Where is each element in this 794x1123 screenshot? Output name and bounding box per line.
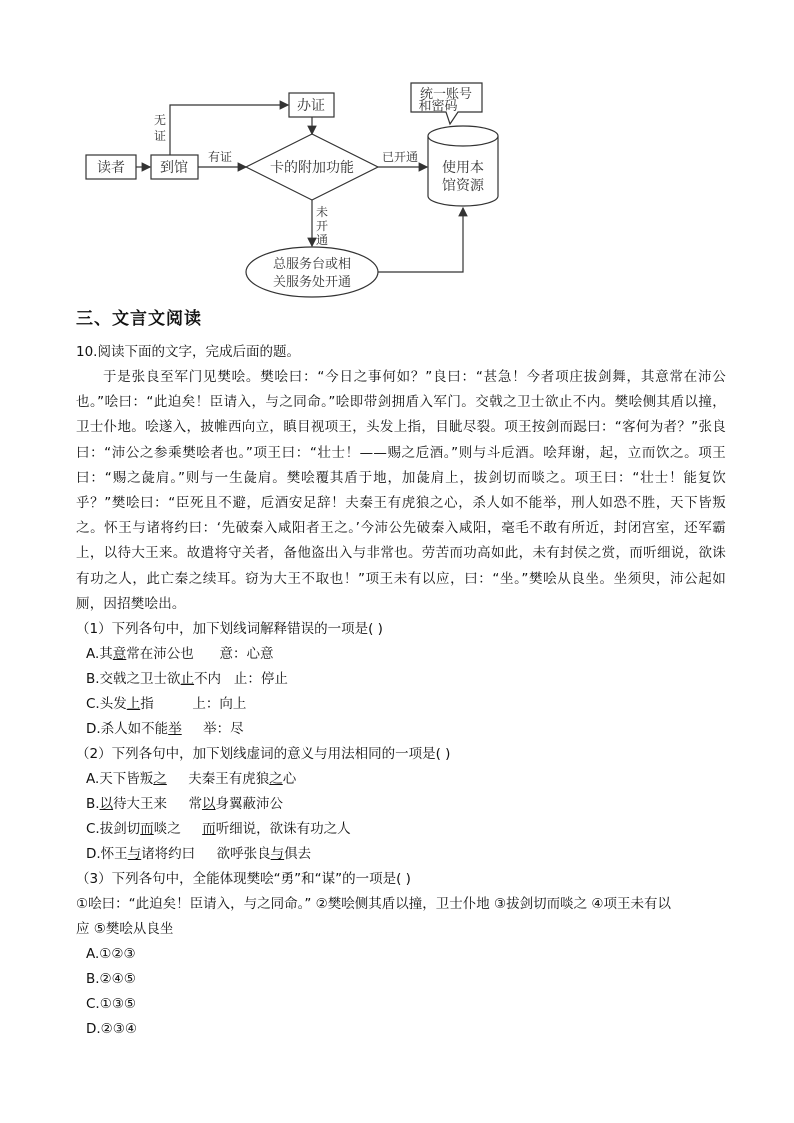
q2b-p3: 身翼蔽沛公 bbox=[215, 796, 284, 812]
q2b-u1: 以 bbox=[99, 796, 114, 812]
q2a-u2: 之 bbox=[269, 771, 283, 787]
q3-option-b[interactable]: B.②④⑤ bbox=[86, 971, 136, 987]
q3-option-a[interactable]: A.①②③ bbox=[86, 946, 136, 962]
service-line1: 总服务台或相 bbox=[272, 257, 352, 272]
not-activated-1: 未 bbox=[315, 205, 329, 219]
service-line2: 关服务处开通 bbox=[272, 275, 352, 290]
use-line1: 使用本 bbox=[442, 160, 484, 176]
q2d-u2: 与 bbox=[270, 846, 285, 862]
activated-label: 已开通 bbox=[381, 150, 419, 164]
q1a-post: 常在沛公也 意：心意 bbox=[126, 646, 274, 662]
not-activated-3: 通 bbox=[315, 233, 329, 247]
q3-stem: （3）下列各句中，全能体现樊哙“勇”和“谋”的一项是( ) bbox=[76, 871, 411, 887]
q1-option-b[interactable] bbox=[86, 667, 288, 692]
q2a-u1: 之 bbox=[153, 771, 167, 787]
q2c-p3: 听细说，欲诛有功之人 bbox=[215, 821, 351, 837]
q1b-pre: B.交戟之卫士欲 bbox=[86, 671, 181, 687]
q1b-underlined: 止 bbox=[180, 671, 195, 687]
q2a-p1: A.天下皆叛 bbox=[86, 771, 154, 787]
decision-label: 卡的附加功能 bbox=[270, 160, 354, 176]
q2d-u1: 与 bbox=[127, 846, 142, 862]
q1-option-a[interactable] bbox=[86, 642, 274, 667]
q1-option-c[interactable] bbox=[86, 692, 246, 717]
q2c-u2: 而 bbox=[202, 821, 216, 837]
library-card-flowchart bbox=[0, 0, 794, 300]
q2-option-d[interactable] bbox=[86, 842, 311, 867]
q1d-post: 举：尽 bbox=[181, 721, 244, 737]
q2b-p2: 待大王来 常 bbox=[113, 796, 203, 812]
question-intro: 10.阅读下面的文字，完成后面的题。 bbox=[76, 344, 300, 360]
q2b-u2: 以 bbox=[202, 796, 216, 812]
not-activated-2: 开 bbox=[315, 219, 329, 233]
q2-option-a[interactable] bbox=[86, 767, 296, 792]
passage: 于是张良至军门见樊哙。樊哙曰：“今日之事何如？”良曰：“甚急！今者项庄拔剑舞，其意常在沛公也。”哙曰：“此迫矣！臣请入，与之同命。”哙即带剑拥盾入军门。交戟之卫士欲止不内。樊哙侧其盾以撞，卫士仆地。哙遂入，披帷西向立，瞋目视项王，头发上指，目眦尽裂。项王按剑而跽曰：“客何为者？”张良曰：“沛公之参乘樊哙者也。”项王曰：“壮士！——赐之卮酒。”则与斗卮酒。哙拜谢，起，立而饮之。项王曰：“赐之彘肩。”则与一生彘肩。樊哙覆其盾于地，加彘肩上，拔剑切而啖之。项王曰：“壮士！能复饮乎？”樊哙曰：“臣死且不避，卮酒安足辞！夫秦王有虎狼之心，杀人如不能举，刑人如恐不胜，天下皆叛之。怀王与诸将约曰：‘先破秦入咸阳者王之。’今沛公先破秦入咸阳，毫毛不敢有所近，封闭宫室，还军霸上，以待大王来。故遣将守关者，备他盗出入与非常也。劳苦而功高如此，未有封侯之赏，而听细说，欲诛有功之人，此亡秦之续耳。窃为大王不取也！”项王未有以应，曰：“坐。”樊哙从良坐。坐须臾，沛公起如厕，因招樊哙出。 bbox=[76, 369, 726, 612]
reader-label: 读者 bbox=[97, 160, 125, 176]
account-line2: 和密码 bbox=[418, 99, 458, 114]
q2d-p1: D.怀王 bbox=[86, 846, 128, 862]
q1a-pre: A.其 bbox=[86, 646, 113, 662]
q2c-p1: C.拔剑切 bbox=[86, 821, 141, 837]
q2c-p2: 啖之 bbox=[153, 821, 203, 837]
q2-stem: （2）下列各句中，加下划线虚词的意义与用法相同的一项是( ) bbox=[76, 746, 451, 762]
q2b-p1: B. bbox=[86, 796, 100, 812]
q3-option-d[interactable]: D.②③④ bbox=[86, 1021, 137, 1037]
q3-items-line2: 应 ⑤樊哙从良坐 bbox=[76, 921, 174, 937]
account-line1: 统一账号 bbox=[419, 87, 473, 102]
q1d-pre: D.杀人如不能 bbox=[86, 721, 169, 737]
q1-option-d[interactable] bbox=[86, 717, 244, 742]
use-line2: 馆资源 bbox=[442, 178, 484, 194]
q2a-p2: 夫秦王有虎狼 bbox=[166, 771, 270, 787]
q1c-post: 指 上：向上 bbox=[140, 696, 247, 712]
q2a-p3: 心 bbox=[282, 771, 297, 787]
q2c-u1: 而 bbox=[140, 821, 154, 837]
no-card-label-2: 证 bbox=[153, 129, 167, 143]
q2-option-b[interactable] bbox=[86, 792, 283, 817]
q1-stem: （1）下列各句中，加下划线词解释错误的一项是( ) bbox=[76, 621, 383, 637]
q3-items-line1: ①哙曰：“此迫矣！臣请入，与之同命。” ②樊哙侧其盾以撞，卫士仆地 ③拔剑切而啖之 ④项王未有以 bbox=[76, 896, 672, 912]
q2d-p2: 诸将约曰 欲呼张良 bbox=[141, 846, 271, 862]
has-card-label: 有证 bbox=[207, 150, 233, 164]
q1b-post: 不内 止：停止 bbox=[194, 671, 288, 687]
apply-card-label: 办证 bbox=[297, 98, 325, 114]
arrive-label: 到馆 bbox=[160, 160, 188, 176]
q1d-underlined: 举 bbox=[168, 721, 182, 737]
q1c-pre: C.头发 bbox=[86, 696, 127, 712]
section-title: 三、文言文阅读 bbox=[76, 309, 202, 329]
q3-option-c[interactable]: C.①③⑤ bbox=[86, 996, 137, 1012]
q1a-underlined: 意 bbox=[112, 646, 127, 662]
q1c-underlined: 上 bbox=[126, 696, 141, 712]
q2-option-c[interactable] bbox=[86, 817, 351, 842]
no-card-label-1: 无 bbox=[153, 113, 167, 127]
q2d-p3: 俱去 bbox=[284, 846, 312, 862]
